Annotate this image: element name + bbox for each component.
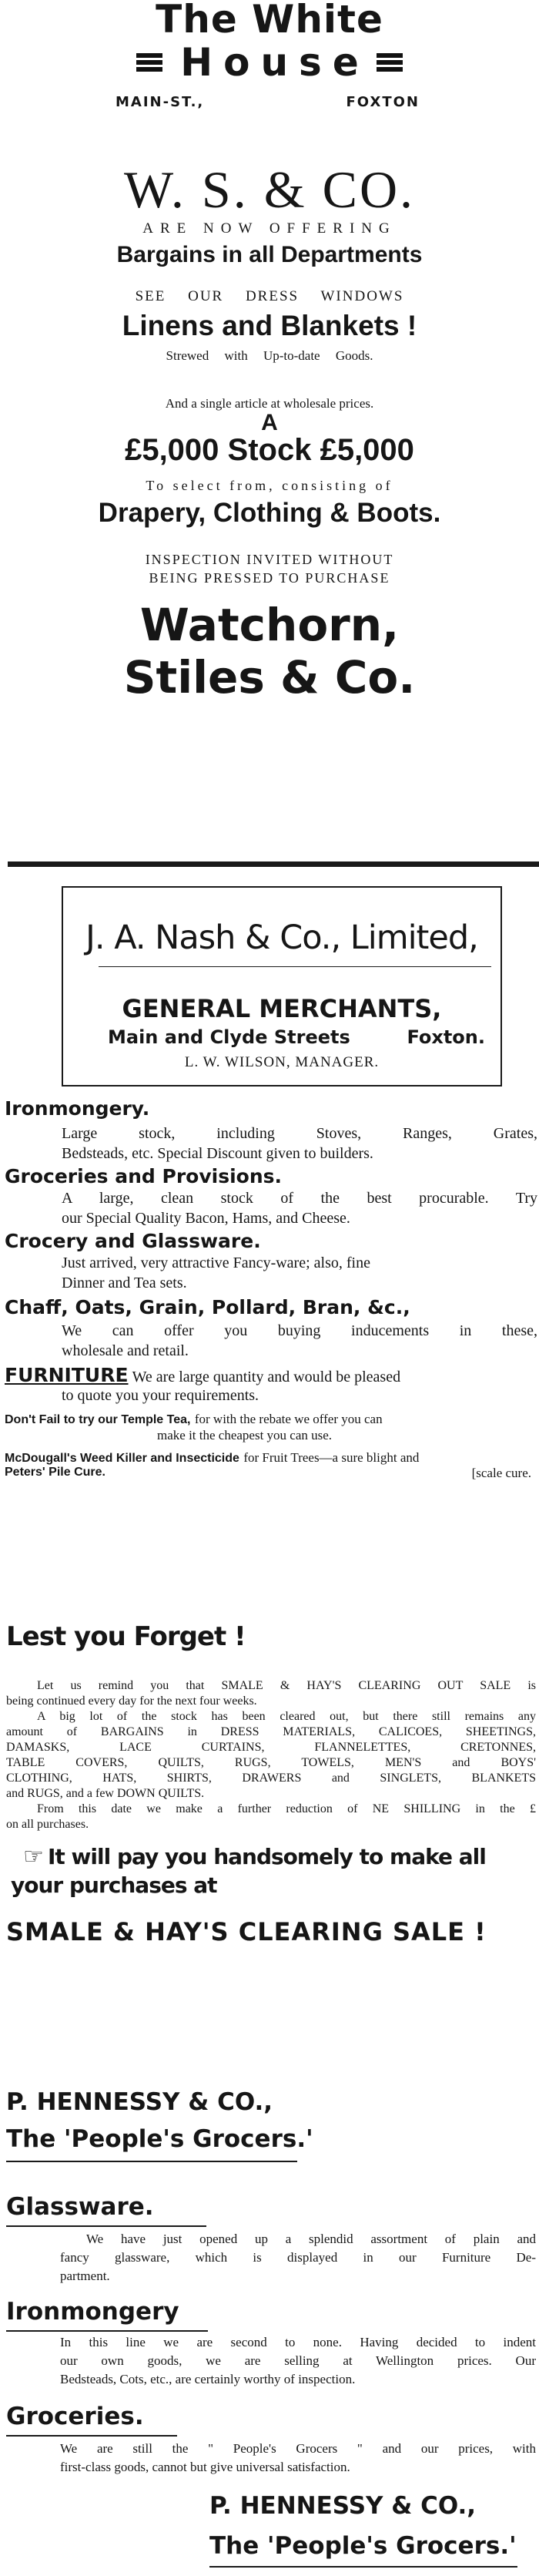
- ornament-icon: [377, 53, 403, 72]
- crockery-text: Just arrived, very attractive Fancy-ware; also, fine Dinner and Tea sets.: [62, 1254, 370, 1291]
- white-house-title: The White: [156, 0, 383, 42]
- stock-heading: £5,000 Stock £5,000: [125, 433, 414, 467]
- chaff-text: We can offer you buying inducements in these, wholesale and retail.: [62, 1322, 537, 1359]
- furniture-line2: to quote you your requirements.: [62, 1387, 259, 1404]
- nash-sections: [5, 1097, 537, 1481]
- nash-company-name: J. A. Nash & Co., Limited,: [85, 919, 478, 957]
- nash-streets-line: Main and Clyde Streets Foxton.: [108, 1026, 485, 1048]
- temple-tea-line: Don't Fail to try our Temple Tea, for with the rebate we offer you can: [5, 1412, 383, 1426]
- hennessy-tagline: The 'People's Grocers.': [6, 2125, 313, 2153]
- column-divider: [8, 861, 539, 867]
- wholesale-line: And a single article at wholesale prices.: [165, 396, 374, 411]
- select-line: To select from, consisting of: [146, 478, 393, 493]
- hennessy-footer-tagline: The 'People's Grocers.': [209, 2532, 517, 2560]
- inspection-line1: INSPECTION INVITED WITHOUT: [145, 552, 394, 567]
- linens-heading: Linens and Blankets !: [122, 310, 417, 341]
- pile-cure-line: Peters' Pile Cure. [scale cure.: [5, 1466, 531, 1480]
- groceries-heading-hennessy: Groceries.: [6, 2403, 144, 2430]
- clearing-sale-name: SMALE & HAY'S CLEARING SALE !: [6, 1917, 487, 1946]
- nash-manager: L. W. WILSON, MANAGER.: [184, 1054, 380, 1070]
- white-house-advert: [0, 0, 539, 817]
- bargains-heading: Bargains in all Departments: [116, 242, 423, 267]
- footer-underline: [209, 2566, 517, 2568]
- inspection-line2: BEING PRESSED TO PURCHASE: [149, 570, 390, 586]
- ironmongery-heading: Ironmongery.: [5, 1097, 150, 1120]
- pays-line1: ☞ It will pay you handsomely to make all: [23, 1843, 486, 1870]
- groceries-heading: Groceries and Provisions.: [5, 1165, 282, 1187]
- white-house-title-line2: House: [0, 40, 539, 85]
- nash-advert: [0, 878, 539, 1526]
- dress-windows: SEE OUR DRESS WINDOWS: [135, 288, 404, 304]
- are-now-offering: ARE NOW OFFERING: [142, 220, 397, 237]
- glassware-heading: Glassware.: [6, 2193, 154, 2221]
- furniture-heading: FURNITURE: [5, 1364, 129, 1386]
- chaff-heading: Chaff, Oats, Grain, Pollard, Bran, &c.,: [5, 1296, 410, 1318]
- hennessy-footer-name: P. HENNESSY & CO.,: [209, 2492, 477, 2520]
- smale-hay-advert: [0, 1603, 539, 1965]
- lest-you-forget: Lest you Forget !: [6, 1621, 246, 1652]
- furniture-line: FURNITURE We are large quantity and would be pleased: [5, 1364, 401, 1386]
- hennessy-name: P. HENNESSY & CO.,: [6, 2088, 273, 2116]
- a-letter: A: [261, 410, 278, 435]
- nash-underline: [99, 966, 491, 967]
- weed-killer-line: McDougall's Weed Killer and Insecticide for Fruit Trees—a sure blight and: [5, 1450, 420, 1465]
- tagline-underline: [6, 2161, 297, 2162]
- watchorn-name: Watchorn,: [139, 599, 400, 651]
- ornament-icon: [136, 53, 162, 72]
- glassware-underline: [6, 2225, 206, 2227]
- white-house-address: MAIN-ST., FOXTON: [116, 94, 420, 110]
- pointing-hand-icon: ☞: [23, 1843, 44, 1870]
- glassware-text: We have just opened up a splendid assortment of plain and fancy glassware, which is displayed in our Furniture De- partment.: [60, 2232, 536, 2283]
- strewed-line: Strewed with Up-to-date Goods.: [166, 348, 373, 363]
- firm-initials: W. S. & CO.: [123, 160, 416, 219]
- crockery-heading: Crocery and Glassware.: [5, 1230, 261, 1252]
- hennessy-advert: [0, 1996, 539, 2576]
- general-merchants: GENERAL MERCHANTS,: [122, 994, 442, 1023]
- ironmongery-text-hennessy: In this line we are second to none. Having decided to indent our own goods, we are selling at Wellington prices. Our Bedsteads, Cots, etc., are certainly worthy of inspection.: [60, 2335, 536, 2386]
- groceries-text-hennessy: We are still the " People's Grocers " and our prices, with first-class goods, cannot but give universal satisfaction.: [60, 2441, 536, 2474]
- temple-tea-line2: make it the cheapest you can use.: [157, 1428, 333, 1442]
- groceries-underline: [6, 2435, 177, 2437]
- ironmongery-text: Large stock, including Stoves, Ranges, Grates, Bedsteads, etc. Special Discount given to builders.: [62, 1125, 537, 1162]
- ironmongery-heading-hennessy: Ironmongery: [6, 2298, 179, 2326]
- smale-body: Let us remind you that SMALE & HAY'S CLEARING OUT SALE is being continued every day for the next four weeks. A big lot of the stock has been cleared out, but there still remains any amount of BARGAINS in DRESS MATERIALS, CALICOES, SHEETINGS, DAMASKS, LACE CURTAINS, FLANNELETTES, CRETONNES, TABLE COVERS, QUILTS, RUGS, TOWELS, MEN'S and BOYS' CLOTHING, HATS, SHIRTS, DRAWERS and SINGLETS, BLANKETS and RUGS, and a few DOWN QUILTS. From this date we make a further reduction of NE SHILLING in the £ on all purchases.: [6, 1679, 536, 1831]
- groceries-text: A large, clean stock of the best procurable. Try our Special Quality Bacon, Hams, and Cheese.: [62, 1190, 537, 1227]
- stiles-name: Stiles & Co.: [123, 651, 416, 704]
- pays-line2: your purchases at: [11, 1872, 217, 1898]
- ironmongery-underline: [6, 2330, 208, 2332]
- drapery-heading: Drapery, Clothing & Boots.: [98, 498, 441, 528]
